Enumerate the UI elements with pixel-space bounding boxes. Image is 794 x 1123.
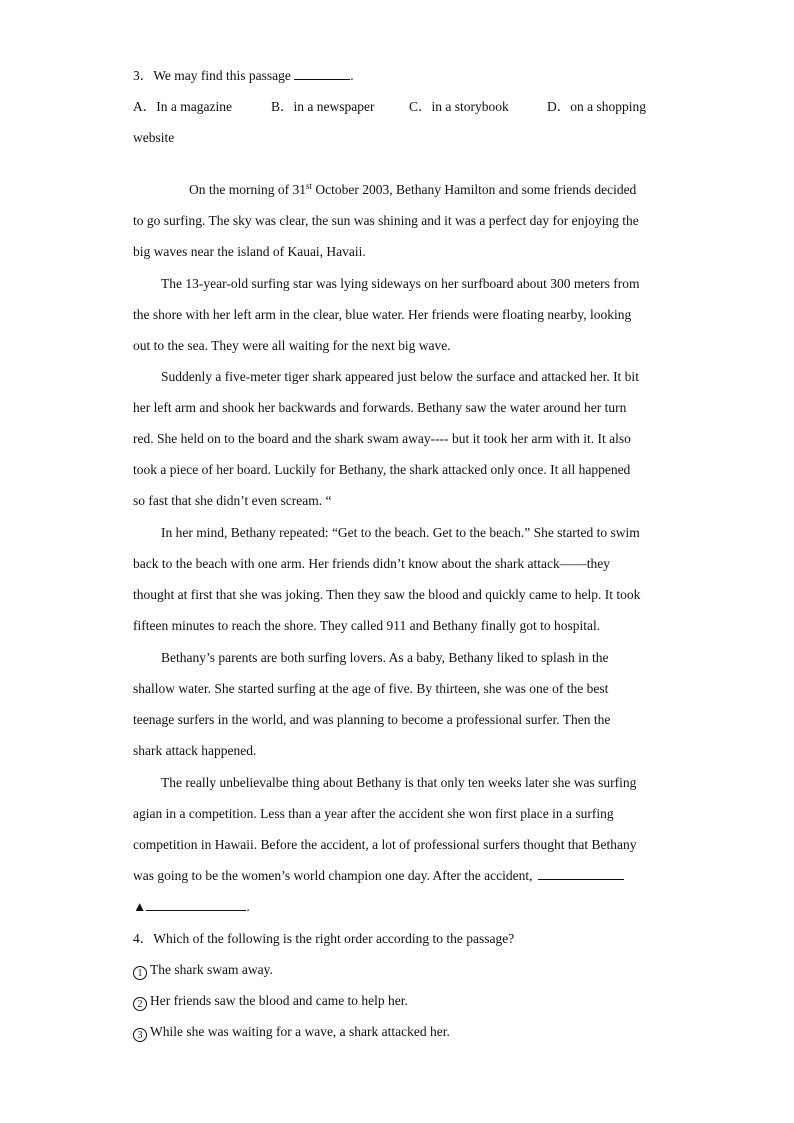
passage-p5-line1: Bethany’s parents are both surfing lovers. As a baby, Bethany liked to splash in the xyxy=(161,650,609,665)
passage-p3-line4: took a piece of her board. Luckily for Bethany, the shark attacked only once. It all happened xyxy=(133,462,631,477)
passage-p2-line1: The 13-year-old surfing star was lying sideways on her surfboard about 300 meters from xyxy=(161,276,640,291)
question-3-stem: 3．We may find this passage . xyxy=(133,68,354,83)
option-b: B．in a newspaper xyxy=(271,99,375,114)
question-4-item-2: 2 Her friends saw the blood and came to help her. xyxy=(133,992,408,1011)
answer-blank xyxy=(294,67,350,80)
question-4-item-1: 1 The shark swam away. xyxy=(133,961,273,980)
passage-p3-line5: so fast that she didn’t even scream. “ xyxy=(133,493,332,508)
passage-p1-line2: to go surfing. The sky was clear, the sun was shining and it was a perfect day for enjoying the xyxy=(133,213,639,228)
circled-number: 1 xyxy=(133,966,147,980)
answer-blank xyxy=(538,867,624,880)
passage-p4-line3: thought at first that she was joking. Then they saw the blood and quickly came to help. It took xyxy=(133,587,641,602)
passage-p1-line1: On the morning of 31st October 2003, Bethany Hamilton and some friends decided xyxy=(189,181,637,197)
option-a: A．In a magazine xyxy=(133,99,232,114)
passage-p4-line1: In her mind, Bethany repeated: “Get to the beach. Get to the beach.” She started to swim xyxy=(161,525,640,540)
triangle-marker-icon: ▲ xyxy=(133,899,147,914)
passage-p6-line4: was going to be the women’s world champion one day. After the accident, xyxy=(133,867,624,885)
circled-number: 3 xyxy=(133,1028,147,1042)
option-d-wrap: website xyxy=(133,130,175,145)
option-c: C．in a storybook xyxy=(409,99,509,114)
passage-p6-line3: competition in Hawaii. Before the accident, a lot of professional surfers thought that Bethany xyxy=(133,837,637,852)
passage-p1-line3: big waves near the island of Kauai, Havaii. xyxy=(133,244,366,259)
passage-p4-line4: fifteen minutes to reach the shore. They called 911 and Bethany finally got to hospital. xyxy=(133,618,601,633)
passage-p5-line3: teenage surfers in the world, and was planning to become a professional surfer. Then the xyxy=(133,712,611,727)
passage-p2-line2: the shore with her left arm in the clear, blue water. Her friends were floating nearby, looking xyxy=(133,307,632,322)
question-4-item-3: 3 While she was waiting for a wave, a shark attacked her. xyxy=(133,1023,450,1042)
passage-p3-line1: Suddenly a five-meter tiger shark appeared just below the surface and attacked her. It bit xyxy=(161,369,639,384)
passage-p6-line1: The really unbelievalbe thing about Bethany is that only ten weeks later she was surfing xyxy=(161,775,637,790)
circled-number: 2 xyxy=(133,997,147,1011)
passage-p3-line3: red. She held on to the board and the shark swam away---- but it took her arm with it. It also xyxy=(133,431,631,446)
option-d: D．on a shopping xyxy=(547,99,646,114)
passage-p4-line2: back to the beach with one arm. Her friends didn’t know about the shark attack——they xyxy=(133,556,610,571)
passage-p5-line2: shallow water. She started surfing at the age of five. By thirteen, she was one of the best xyxy=(133,681,609,696)
passage-p3-line2: her left arm and shook her backwards and forwards. Bethany saw the water around her turn xyxy=(133,400,627,415)
answer-blank xyxy=(146,898,246,911)
passage-p2-line3: out to the sea. They were all waiting for the next big wave. xyxy=(133,338,451,353)
passage-p6-line2: agian in a competition. Less than a year after the accident she won first place in a surfing xyxy=(133,806,614,821)
question-4-stem: 4．Which of the following is the right order according to the passage? xyxy=(133,931,515,946)
passage-p6-line5: ▲ . xyxy=(133,899,250,914)
passage-p5-line4: shark attack happened. xyxy=(133,743,257,758)
